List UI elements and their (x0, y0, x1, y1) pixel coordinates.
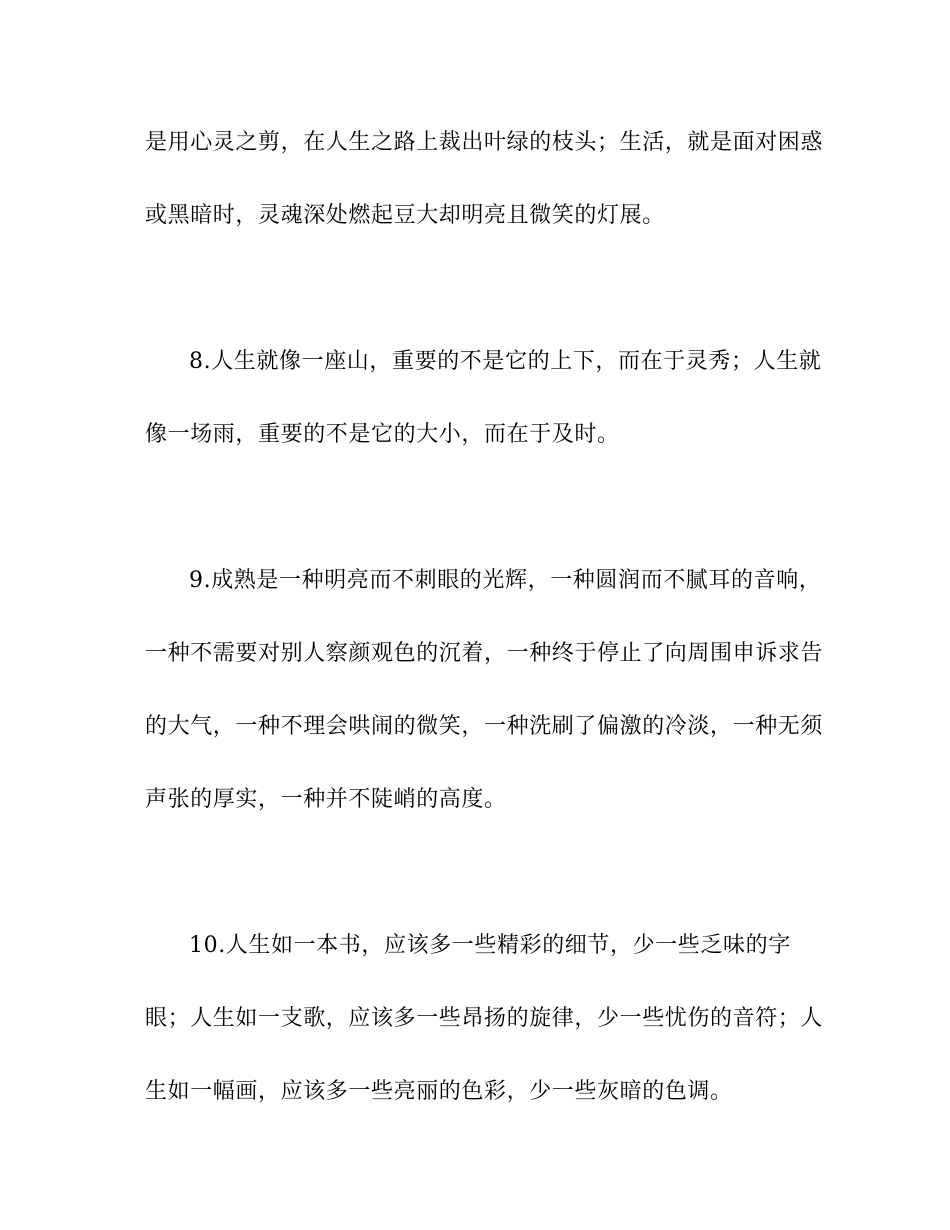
paragraph-line: 8.人生就像一座山，重要的不是它的上下，而在于灵秀；人生就 (189, 349, 822, 374)
paragraph-line: 眼；人生如一支歌，应该多一些昂扬的旋律，少一些忧伤的音符；人 (145, 1006, 824, 1031)
paragraph-line: 像一场雨，重要的不是它的大小，而在于及时。 (145, 422, 620, 447)
paragraph-line: 或黑暗时，灵魂深处燃起豆大却明亮且微笑的灯展。 (145, 203, 665, 228)
paragraph-line: 9.成熟是一种明亮而不刺眼的光辉，一种圆润而不腻耳的音响， (189, 568, 822, 593)
paragraph-line: 生如一幅画，应该多一些亮丽的色彩，少一些灰暗的色调。 (145, 1079, 733, 1104)
paragraph-line: 声张的厚实，一种并不陡峭的高度。 (145, 787, 507, 812)
paragraph-line: 10.人生如一本书，应该多一些精彩的细节，少一些乏味的字 (189, 933, 791, 958)
paragraph-line: 的大气，一种不理会哄闹的微笑，一种洗刷了偏激的冷淡，一种无须 (145, 714, 824, 739)
paragraph-line: 一种不需要对别人察颜观色的沉着，一种终于停止了向周围申诉求告 (145, 641, 824, 666)
paragraph-line: 是用心灵之剪，在人生之路上裁出叶绿的枝头；生活，就是面对困惑 (145, 130, 824, 155)
